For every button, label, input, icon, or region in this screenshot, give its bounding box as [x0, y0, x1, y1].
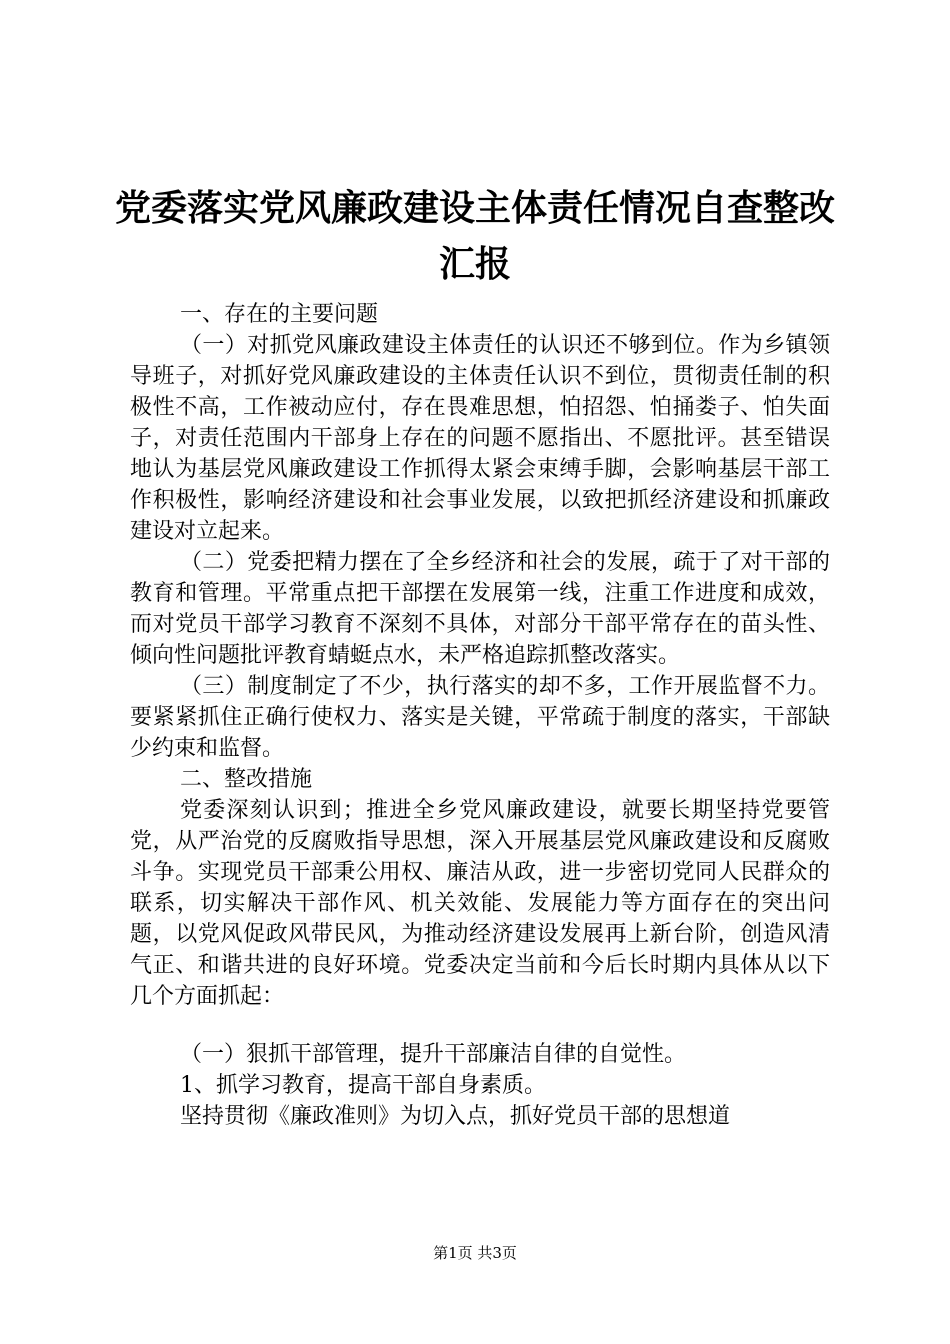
paragraph-problem-2: （二）党委把精力摆在了全乡经济和社会的发展，疏于了对干部的教育和管理。平常重点把干部摆在发展第一线，注重工作进度和成效，而对党员干部学习教育不深刻不具体，对部分干部平常存在的苗头性、倾向性问题批评教育蜻蜓点水，未严格追踪抓整改落实。 [130, 550, 830, 668]
paragraph-measure-1-item-1: 1、抓学习教育，提高干部自身素质。 [180, 1073, 546, 1098]
document-title-line-1: 党委落实党风廉政建设主体责任情况自查整改 [114, 187, 835, 229]
paragraph-problem-1: （一）对抓党风廉政建设主体责任的认识还不够到位。作为乡镇领导班子，对抓好党风廉政建设的主体责任认识不到位，贯彻责任制的积极性不高，工作被动应付，存在畏难思想，怕招怨、怕捅娄子、怕失面子，对责任范围内干部身上存在的问题不愿指出、不愿批评。甚至错误地认为基层党风廉政建设工作抓得太紧会束缚手脚，会影响基层干部工作积极性，影响经济建设和社会事业发展，以致把抓经济建设和抓廉政建设对立起来。 [130, 333, 830, 544]
paragraph-problem-3: （三）制度制定了不少，执行落实的却不多，工作开展监督不力。要紧紧抓住正确行使权力、落实是关键，平常疏于制度的落实，干部缺少约束和监督。 [130, 674, 830, 761]
paragraph-measures-intro: 党委深刻认识到；推进全乡党风廉政建设，就要长期坚持党要管党，从严治党的反腐败指导思想，深入开展基层党风廉政建设和反腐败斗争。实现党员干部秉公用权、廉洁从政，进一步密切党同人民群众的联系，切实解决干部作风、机关效能、发展能力等方面存在的突出问题，以党风促政风带民风，为推动经济建设发展再上新台阶，创造风清气正、和谐共进的良好环境。党委决定当前和今后长时期内具体从以下几个方面抓起： [130, 798, 830, 1009]
page-footer: 第1页 共3页 [433, 1244, 517, 1262]
paragraph-measure-1-detail: 坚持贯彻《廉政准则》为切入点，抓好党员干部的思想道 [180, 1104, 731, 1129]
paragraph-measure-1: （一）狠抓干部管理，提升干部廉洁自律的自觉性。 [180, 1042, 687, 1067]
section-heading-problems: 一、存在的主要问题 [180, 302, 379, 327]
document-title-line-2: 汇报 [438, 243, 511, 285]
section-heading-measures: 二、整改措施 [180, 767, 313, 792]
document-body [130, 299, 830, 1132]
